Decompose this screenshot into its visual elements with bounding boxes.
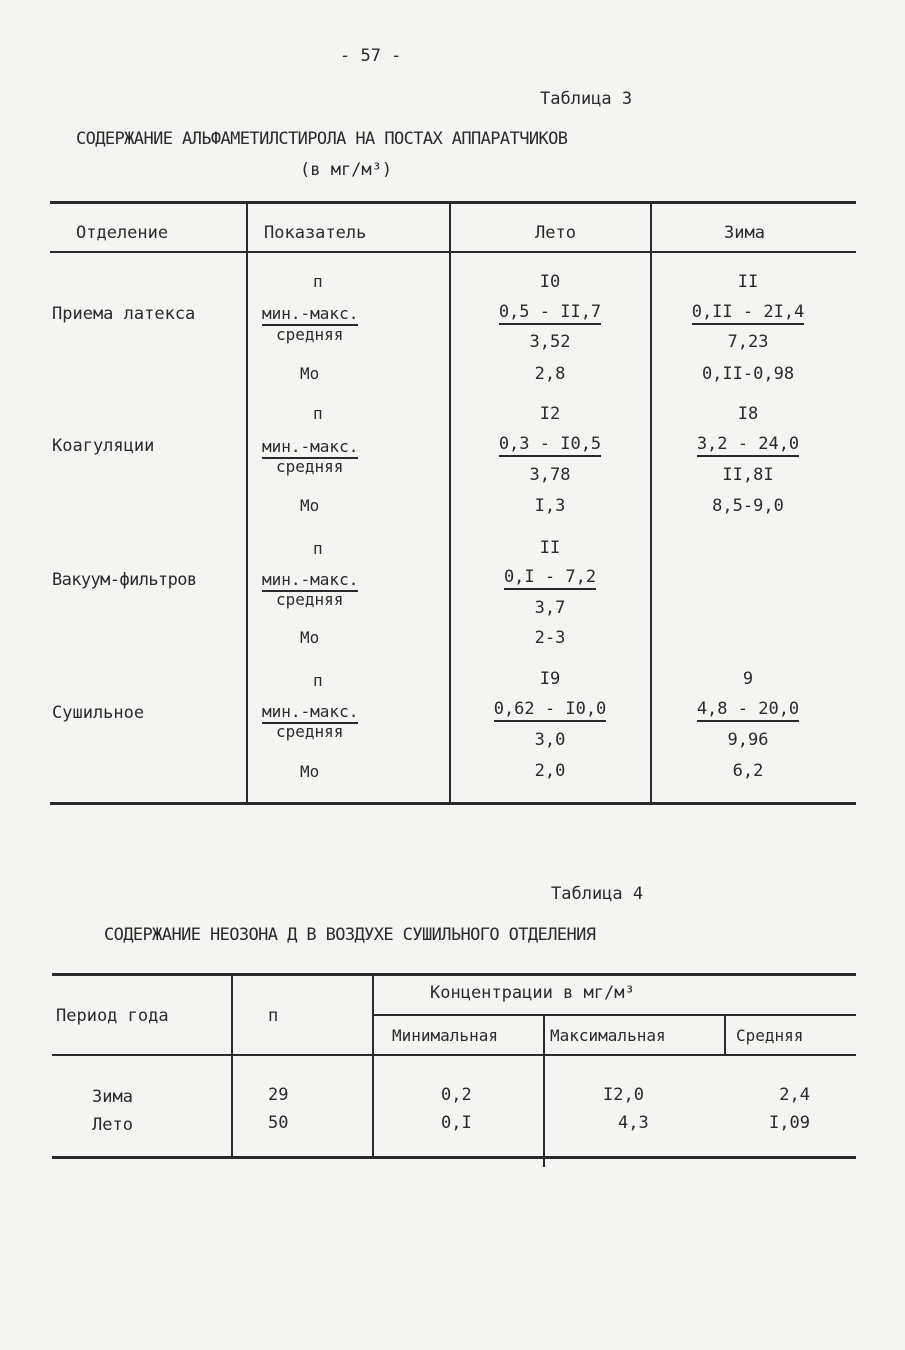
table3-header-indicator: Показатель [264,223,367,243]
indicator-mean: средняя [276,722,344,741]
summer-range: 0,5 - II,7 [499,302,601,325]
table4-header-concentration: Концентрации в мг/м³ [430,983,635,1003]
table4-header-n: п [268,1006,279,1026]
table3-header-winter: Зима [724,223,765,243]
summer-range: 0,62 - I0,0 [494,699,607,722]
table3-bottom-rule [50,802,856,805]
row-max: I2,0 [603,1085,644,1105]
table4-col-divider [231,975,233,1157]
row-n: 50 [268,1113,289,1133]
table4-bottom-rule [52,1156,856,1159]
indicator-mean: средняя [276,457,344,476]
table4-header-mean: Средняя [736,1026,804,1045]
summer-range: 0,3 - I0,5 [499,434,601,457]
indicator-n: п [313,539,323,558]
winter-mo: 0,II-0,98 [701,364,795,384]
row-max: 4,3 [618,1113,649,1133]
table4-header-rule [52,1054,856,1056]
table3-label: Таблица 3 [540,89,633,109]
indicator-minmax: мин.-макс. [262,702,358,724]
summer-n: I9 [539,669,561,689]
indicator-mo: Мо [300,762,320,781]
table4-title: СОДЕРЖАНИЕ НЕОЗОНА Д В ВОЗДУХЕ СУШИЛЬНОГО ОТДЕЛЕНИЯ [104,925,596,945]
row-min: 0,I [441,1113,472,1133]
indicator-mo: Мо [300,628,320,647]
row-mean: 2,4 [779,1085,810,1105]
row-period: Лето [92,1115,133,1135]
table4-header-min: Минимальная [392,1026,498,1045]
summer-mean: 3,52 [529,332,571,352]
summer-mean: 3,78 [529,465,571,485]
indicator-mo: Мо [300,364,320,383]
row-dept: Сушильное [52,703,145,723]
table4-header-period: Период года [56,1006,169,1026]
indicator-minmax: мин.-макс. [262,437,358,459]
winter-n: II [737,272,759,292]
row-min: 0,2 [441,1085,472,1105]
table3-header-summer: Лето [535,223,576,243]
winter-mo: 8,5-9,0 [712,496,784,516]
table3-top-rule [50,201,856,204]
table4-label: Таблица 4 [551,884,644,904]
winter-mean: 9,96 [727,730,769,750]
indicator-minmax: мин.-макс. [262,304,358,326]
indicator-mo: Мо [300,496,320,515]
table4-subheader-rule [374,1014,856,1016]
page-number: - 57 - [340,46,402,66]
summer-mo: 2,8 [534,364,566,384]
row-dept: Приема латекса [52,304,196,324]
summer-range: 0,I - 7,2 [504,567,596,590]
indicator-n: п [313,272,323,291]
row-dept: Коагуляции [52,436,155,456]
row-mean: I,09 [769,1113,810,1133]
indicator-minmax: мин.-макс. [262,570,358,592]
summer-n: I2 [539,404,561,424]
indicator-n: п [313,671,323,690]
table4-header-max: Максимальная [550,1026,666,1045]
table3-header-dept: Отделение [76,223,169,243]
table4-col-divider [724,1015,726,1055]
table4-top-rule [52,973,856,976]
winter-n: I8 [737,404,759,424]
row-n: 29 [268,1085,289,1105]
summer-n: II [539,538,561,558]
table3-units: (в мг/м³) [300,160,393,180]
table3-header-rule [50,251,856,253]
winter-mean: II,8I [722,465,774,485]
winter-n: 9 [742,669,754,689]
winter-range: 4,8 - 20,0 [697,699,799,722]
winter-range: 3,2 - 24,0 [697,434,799,457]
summer-mean: 3,7 [534,598,566,618]
winter-mean: 7,23 [727,332,769,352]
indicator-mean: средняя [276,325,344,344]
table4-col-divider [543,1015,545,1167]
winter-range: 0,II - 2I,4 [692,302,805,325]
summer-mo: I,3 [534,496,566,516]
summer-mo: 2,0 [534,761,566,781]
summer-mo: 2-3 [534,628,566,648]
summer-n: I0 [539,272,561,292]
table4-col-divider [372,975,374,1157]
summer-mean: 3,0 [534,730,566,750]
row-period: Зима [92,1087,133,1107]
indicator-n: п [313,404,323,423]
table3-title: СОДЕРЖАНИЕ АЛЬФАМЕТИЛСТИРОЛА НА ПОСТАХ АППАРАТЧИКОВ [76,129,568,149]
row-dept: Вакуум-фильтров [52,570,197,590]
winter-mo: 6,2 [732,761,764,781]
indicator-mean: средняя [276,590,344,609]
table3-col-divider [246,203,248,803]
